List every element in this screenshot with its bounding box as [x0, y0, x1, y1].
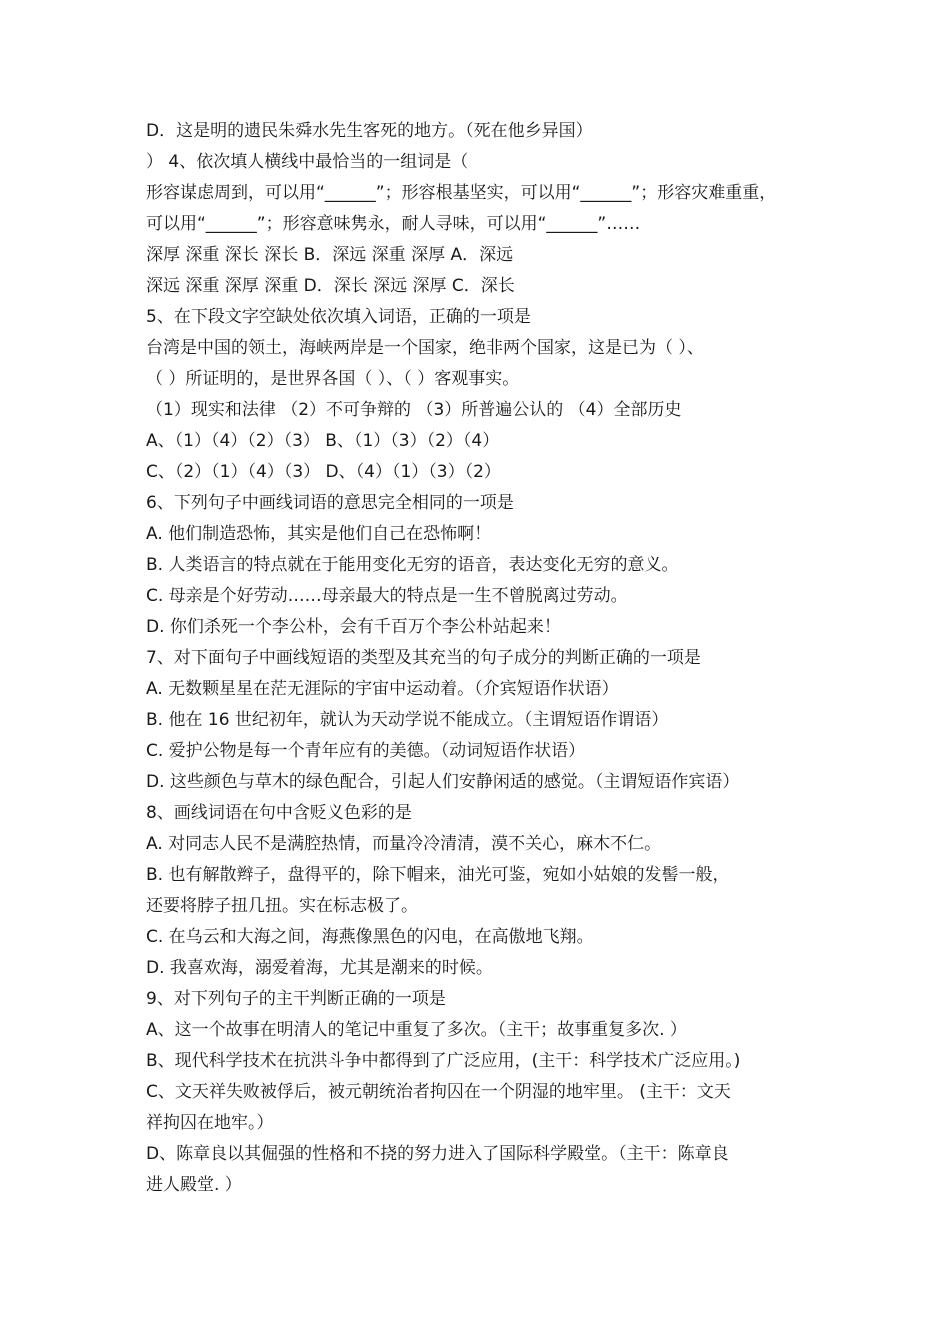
- question-8-option-b: B. 也有解散辫子，盘得平的，除下帽来，油光可鉴，宛如小姑娘的发髻一般，: [146, 865, 730, 885]
- question-4-text: 可以用“______”；形容意味隽永，耐人寻味，可以用“______”……: [146, 214, 641, 234]
- question-8-option-b-cont: 还要将脖子扭几扭。实在标志极了。: [146, 896, 418, 916]
- question-4-options: 深远 深重 深厚 深重 D．深长 深远 深厚 C．深长: [146, 276, 515, 296]
- question-9-option-c: C、文天祥失败被俘后，被元朝统治者拘囚在一个阴湿的地牢里。 (主干：文天: [146, 1082, 731, 1102]
- question-8-option-c: C. 在乌云和大海之间，海燕像黑色的闪电，在高傲地飞翔。: [146, 927, 594, 947]
- question-7-stem: 7、对下面句子中画线短语的类型及其充当的句子成分的判断正确的一项是: [146, 648, 701, 668]
- question-9-option-a: A、这一个故事在明清人的笔记中重复了多次。（主干；故事重复多次. ）: [146, 1020, 687, 1040]
- question-6-stem: 6、下列句子中画线词语的意思完全相同的一项是: [146, 493, 514, 513]
- question-9-option-c-cont: 祥拘囚在地牢。）: [146, 1113, 274, 1133]
- question-9-stem: 9、对下列句子的主干判断正确的一项是: [146, 989, 446, 1009]
- question-5-options: A、（1）（4）（2）（3） B、（1）（3）（2）（4）: [146, 431, 500, 451]
- question-9-option-d: D、陈章良以其倔强的性格和不挠的努力进入了国际科学殿堂。（主干：陈章良: [146, 1144, 729, 1164]
- question-6-option-b: B. 人类语言的特点就在于能用变化无穷的语音，表达变化无穷的意义。: [146, 555, 679, 575]
- question-6-option-a: A. 他们制造恐怖，其实是他们自己在恐怖啊！: [146, 524, 492, 544]
- question-7-option-a: A. 无数颗星星在茫无涯际的宇宙中运动着。（介宾短语作状语）: [146, 679, 619, 699]
- question-7-option-c: C. 爱护公物是每一个青年应有的美德。（动词短语作状语）: [146, 741, 586, 761]
- question-4-stem: ） 4、依次填人横线中最恰当的一组词是（: [146, 152, 469, 172]
- text-line-d-option: D．这是明的遗民朱舜水先生客死的地方。（死在他乡异国）: [146, 121, 593, 141]
- question-5-passage: 台湾是中国的领土，海峡两岸是一个国家，绝非两个国家，这是已为（ ）、: [146, 338, 704, 358]
- question-7-option-b: B. 他在 16 世纪初年，就认为天动学说不能成立。（主谓短语作谓语）: [146, 710, 669, 730]
- question-9-option-d-cont: 进人殿堂. ）: [146, 1175, 242, 1195]
- question-6-option-d: D. 你们杀死一个李公朴，会有千百万个李公朴站起来！: [146, 617, 561, 637]
- question-8-option-a: A. 对同志人民不是满腔热情，而量冷冷清清，漠不关心，麻木不仁。: [146, 834, 662, 854]
- question-9-option-b: B、现代科学技术在抗洪斗争中都得到了广泛应用，(主干：科学技术广泛应用。): [146, 1051, 741, 1071]
- question-7-option-d: D. 这些颜色与草木的绿色配合，引起人们安静闲适的感觉。（主谓短语作宾语）: [146, 772, 740, 792]
- question-4-text: 形容谋虑周到，可以用“______”；形容根基坚实，可以用“______”；形容灾难重重，: [146, 183, 777, 203]
- question-5-words: （1）现实和法律 （2）不可争辩的 （3）所普遍公认的 （4）全部历史: [146, 400, 682, 420]
- question-5-stem: 5、在下段文字空缺处依次填入词语，正确的一项是: [146, 307, 531, 327]
- question-4-options: 深厚 深重 深长 深长 B．深远 深重 深厚 A．深远: [146, 245, 514, 265]
- question-5-passage: （ ）所证明的，是世界各国（ ）、（ ）客观事实。: [146, 369, 520, 389]
- question-6-option-c: C. 母亲是个好劳动……母亲最大的特点是一生不曾脱离过劳动。: [146, 586, 628, 606]
- question-8-stem: 8、画线词语在句中含贬义色彩的是: [146, 803, 412, 823]
- question-5-options: C、（2）（1）（4）（3） D、（4）（1）（3）（2）: [146, 462, 501, 482]
- page-content: [146, 116, 816, 1201]
- question-8-option-d: D. 我喜欢海，溺爱着海，尤其是潮来的时候。: [146, 958, 493, 978]
